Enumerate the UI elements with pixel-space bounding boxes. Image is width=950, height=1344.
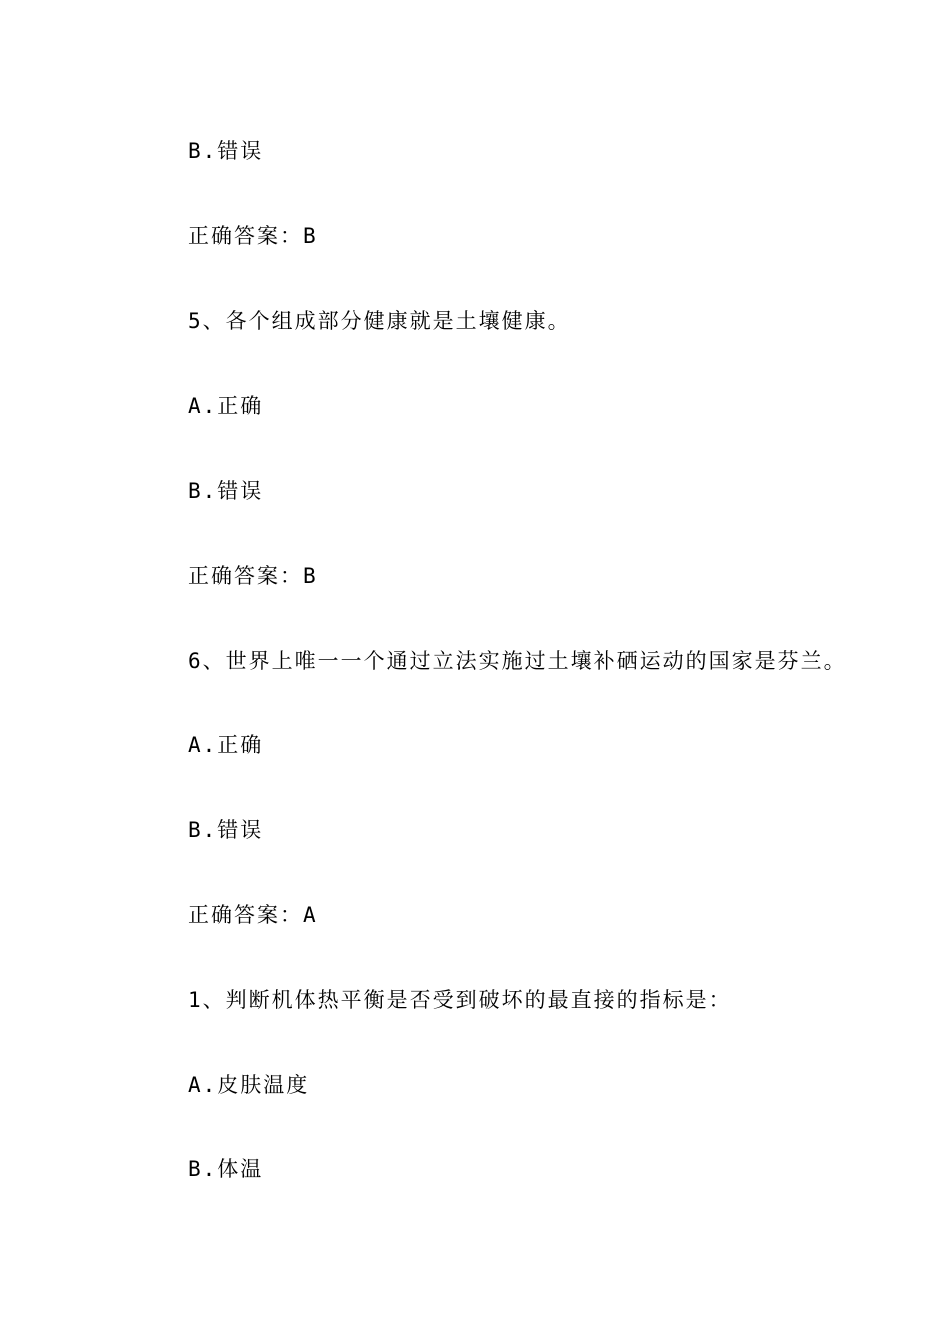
question-1: 1、判断机体热平衡是否受到破坏的最直接的指标是： <box>188 988 732 1012</box>
answer-line: 正确答案：B <box>188 564 318 588</box>
option-b: B.体温 <box>188 1157 264 1181</box>
option-b: B.错误 <box>188 818 264 842</box>
option-a: A.正确 <box>188 733 264 757</box>
option-b: B.错误 <box>188 479 264 503</box>
answer-line: 正确答案：A <box>188 903 318 927</box>
question-5: 5、各个组成部分健康就是土壤健康。 <box>188 309 571 333</box>
option-b: B.错误 <box>188 139 264 163</box>
option-a: A.正确 <box>188 394 264 418</box>
question-6: 6、世界上唯一一个通过立法实施过土壤补硒运动的国家是芬兰。 <box>188 649 847 673</box>
option-a: A.皮肤温度 <box>188 1073 310 1097</box>
answer-line: 正确答案：B <box>188 224 318 248</box>
